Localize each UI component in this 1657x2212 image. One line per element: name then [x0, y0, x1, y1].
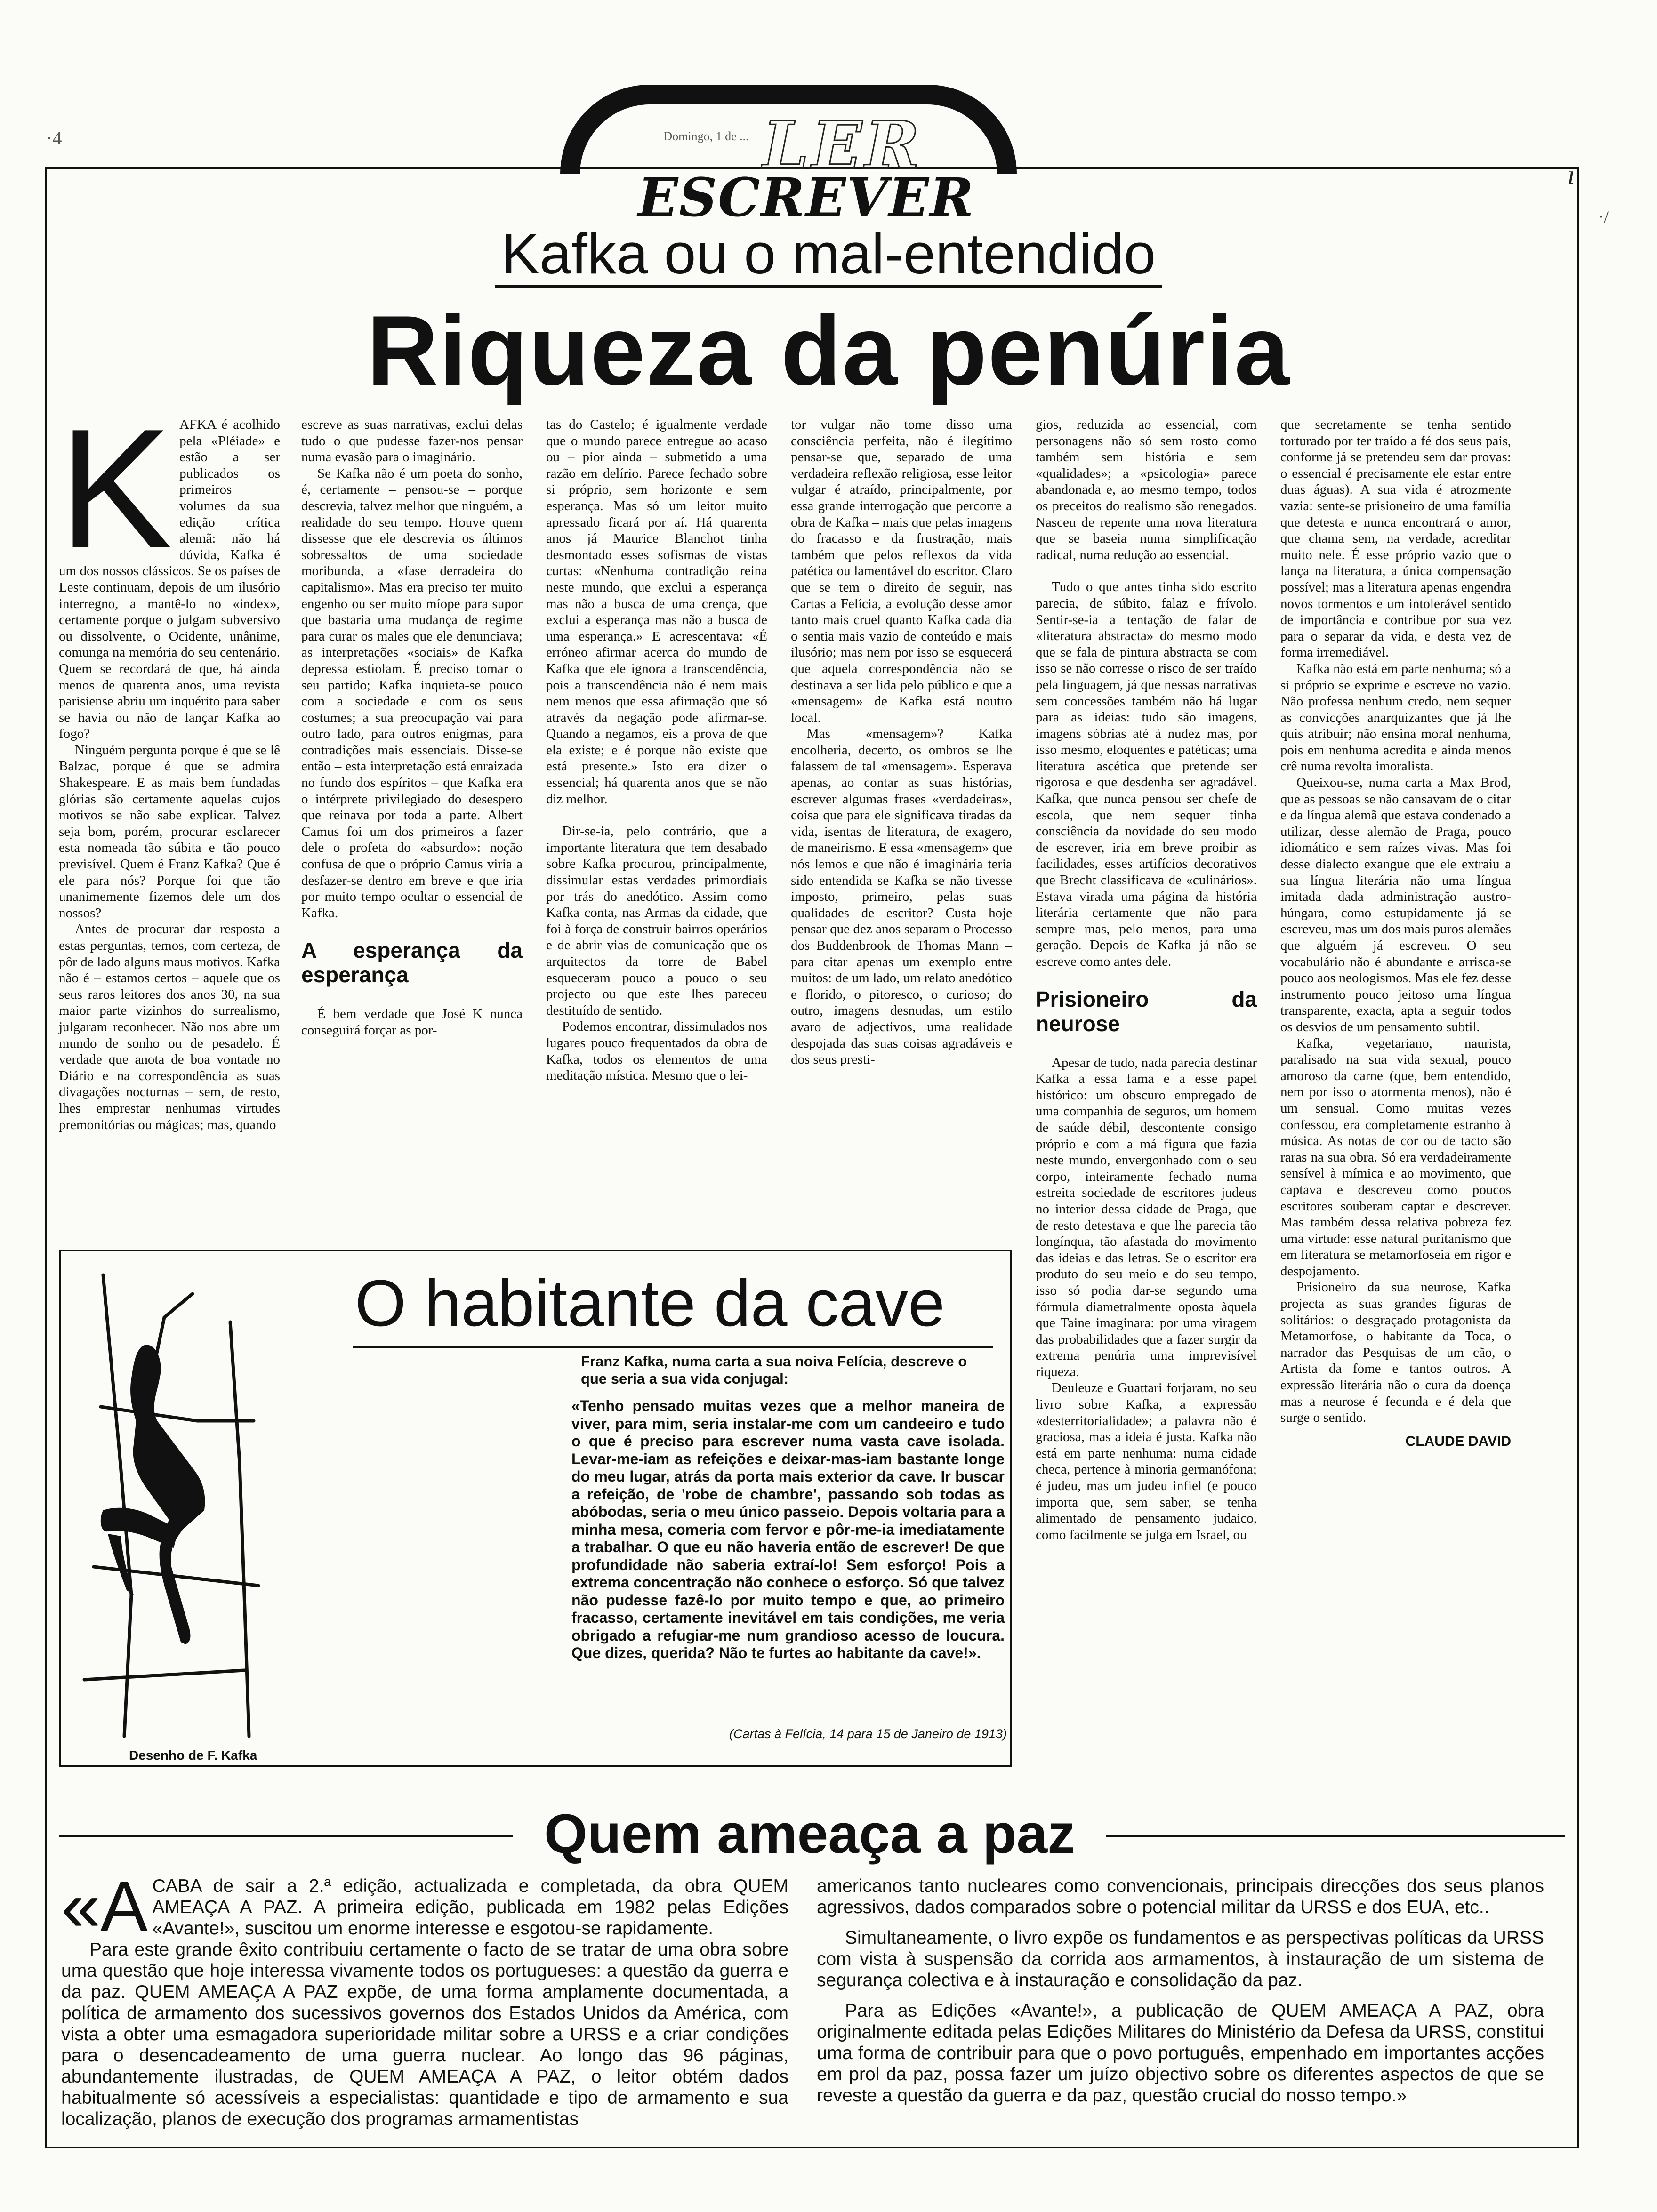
paragraph — [61, 1867, 788, 1946]
paragraph: É bem verdade que José K nunca conseguirá forçar as por- — [301, 1006, 523, 1038]
heading-rule-right — [1106, 1835, 1565, 1837]
paragraph: escreve as suas narrativas, exclui delas tudo o que pudesse fazer-nos pensar numa evasão para o imaginário. — [301, 417, 523, 465]
article-kicker — [0, 222, 1657, 288]
dropcap — [61, 1867, 148, 1946]
quote-mark: « — [61, 1867, 101, 1946]
article-headline: Riqueza da penúria — [367, 295, 1290, 406]
paragraph: tas do Castelo; é igualmente verdade que o mundo parece entregue ao acaso ou – pior ainda – submetido a uma razão em delírio. Parece fechado sobre si próprio, sem horizonte e sem esperança. Mas só um leitor muito apressado ficará por aí. Há quarenta anos já Maurice Blanchot tinha desmontado esses sofismas de vistas curtas: «Nenhuma contradição reina neste mundo, que exclui a esperança mas não a busca de uma crença, que exclui a esperança mas não a busca de uma esperança.» E acrescentava: «É erróneo afirmar acerca do mundo de Kafka que ele ignora a transcendência, pois a transcendência não é nem mais nem menos que essa afirmação que só através da negação pode afirmar-se. Quando a negamos, eis a prova de que ela existe; e é porque não existe que está presente.» Isto era dizer o essencial; há quarenta anos que se não diz melhor. — [546, 417, 767, 807]
paragraph: Antes de procurar dar resposta a estas perguntas, temos, com certeza, de pôr de lado alguns maus motivos. Kafka não é – estamos certos – aquele que os seus raros leitores dos anos 30, na sua maior parte vizinhos do surrealismo, julgaram reconhecer. Não nos abre um mundo de sonho ou de pesadelo. É verdade que anota de boa vontade no Diário e na correspondência as suas divagações nocturnas – sem, de resto, lhes emprestar nenhumas virtudes premonitórias ou mágicas; mas, quando — [59, 922, 280, 1132]
paragraph: Ninguém pergunta porque é que se lê Balzac, porque é que se admira Shakespeare. E as mais bem fundadas glórias são certamente aquelas cujos motivos se não sabe explicar. Talvez seja bom, porém, procurar esclarecer esta nomeada tão súbita e tão pouco previsível. Quem é Franz Kafka? Que é ele para nós? Porque foi que tão unanimemente fizemos dele um dos nossos? — [59, 742, 280, 921]
paragraph: Deuleuze e Guattari forjaram, no seu livro sobre Kafka, a expressão «desterritorialidade»; a palavra não é graciosa, mas a ideia é justa. Kafka não está em parte nenhuma: numa cidade checa, pertence à minoria germanófona; é judeu, mas um judeu infiel (e pouco importa que, sem saber, se tenha alimentado de pensamento judaico, como facilmente se julga em Israel, ou — [1036, 1380, 1257, 1542]
paragraph: Se Kafka não é um poeta do sonho, é, certamente – pensou-se – porque descrevia, talvez melhor que ninguém, a realidade do seu tempo. Houve quem dissesse que ele descrevia os últimos sobressaltos de uma sociedade moribunda, a «fase derradeira do capitalismo». Mas era preciso ter muito engenho ou ser muito míope para supor que bastaria uma mudança de regime para curar os males que ele denunciava; as interpretações «sociais» de Kafka depressa estiolam. É preciso tomar o seu partido; Kafka inquieta-se pouco com a sociedade e com os seus costumes; a sua preocupação vai para outro lado, para outros enigmas, para contradições mais essenciais. Disse-se então – esta interpretação está enraizada no fundo dos espíritos – que Kafka era o intérprete privilegiado do desespero que reinava por toda a parte. Albert Camus foi um dos primeiros a fazer dele o profeta do «absurdo»: noção confusa de que o próprio Camus viria a desfazer-se dentro em breve e que iria por muito tempo ocultar o essencial de Kafka. — [301, 465, 523, 921]
article2-column-1 — [61, 1867, 788, 2130]
box-source: (Cartas à Felícia, 14 para 15 de Janeiro de 1913) — [729, 1727, 1007, 1741]
article2-title: Quem ameaça a paz — [544, 1803, 1076, 1865]
paragraph-text: CABA de sair a 2.ª edição, actualizada e completada, da obra QUEM AMEAÇA A PAZ. A primeira edição, publicada em 1982 pelas Edições «Avante!», suscitou um enorme interesse e esgotou-se rapidamente. — [152, 1876, 788, 1939]
article-column-6 — [1280, 417, 1511, 1450]
paragraph: Para as Edições «Avante!», a publicação de QUEM AMEAÇA A PAZ, obra originalmente editada pelas Edições Militares do Ministério da Defesa da URSS, constitui uma forma de contribuir para que o povo português, empenhado em importantes acções em prol da paz, possa fazer um juízo objectivo sobre os diferentes aspectos de que se reveste a questão da guerra e da paz, questão crucial do nosso tempo.» — [817, 2001, 1544, 2106]
masthead-date: Domingo, 1 de ... — [663, 129, 749, 143]
paragraph: gios, reduzida ao essencial, com personagens não só sem rosto como também sem história e sem «qualidades»; a «psicologia» parece abandonada e, ao mesmo tempo, todos os preceitos do realismo são renegados. Nasceu de repente uma nova literatura que se baseia numa simplificação radical, numa redução ao essencial. — [1036, 417, 1257, 562]
paragraph: tor vulgar não tome disso uma consciência perfeita, não é ilegítimo pensar-se que, separado de uma verdadeira reflexão religiosa, esse leitor vulgar é atraído, principalmente, por essa grande interrogação que percorre a obra de Kafka – mais que pelas imagens do fracasso e da frustração, mais também que pelos reflexos da vida patética ou lamentável do escritor. Claro que se tem o direito de seguir, nas Cartas a Felícia, a evolução desse amor tanto mais cruel quanto Kafka cada dia o sentia mais vazio de conteúdo e mais ilusório; mas nem por isso se esquecerá que aquela correspondência não se destinava a ser lida pelo público e que a «mensagem» de Kafka está noutro local. — [791, 417, 1012, 725]
box-intro: Franz Kafka, numa carta a sua noiva Felícia, descreve o que seria a sua vida conjugal: — [581, 1353, 967, 1387]
paragraph: Queixou-se, numa carta a Max Brod, que as pessoas se não cansavam de o citar e da língua alemã que estava condenado a utilizar, desse alemão de Praga, pouco idiomático e sem raízes vivas. Mas foi desse dialecto exangue que ele extraiu a sua língua literária não uma língua imitada dada administração austro-húngara, como estupidamente já se escreveu, mas um dos mais puros alemães que alguém já escreveu. O seu vocabulário não é abundante e arrisca-se pouco aos neologismos. Mas ele fez desse instrumento pouco jeitoso uma língua transparente, exacta, apta a seguir todos os desvios de um pensamento subtil. — [1280, 775, 1511, 1034]
edge-mark-right2: ·/ — [1598, 208, 1609, 226]
subheading-neurose: Prisioneiro da neurose — [1036, 986, 1257, 1036]
masthead-ler: LER — [763, 107, 923, 184]
edge-mark-left: ·4 — [46, 128, 62, 149]
article2-heading — [59, 1803, 1565, 1865]
paragraph: Simultaneamente, o livro expõe os fundamentos e as perspectivas políticas da URSS com vista à suspensão da corrida aos armamentos, à instauração de um sistema de segurança colectiva e à instauração e consolidação da paz. — [817, 1928, 1544, 1990]
article-column-5 — [1036, 417, 1257, 1543]
article-column-4 — [791, 417, 1012, 1068]
kafka-drawing-icon — [75, 1266, 263, 1741]
kicker-text: Kafka ou o mal-entendido — [495, 225, 1162, 288]
article-column-1 — [59, 394, 280, 1133]
subheading-esperanca: A esperança da esperança — [301, 938, 523, 987]
dropcap-letter: A — [100, 1867, 148, 1946]
paragraph: Kafka não está em parte nenhuma; só a si próprio se exprime e escreve no vazio. Não professa nenhum credo, nem sequer as convicções anarquizantes que já lhe quis atribuir; não ensina moral nenhuma, pois em nenhuma acredita e ainda menos crê numa revolta imoralista. — [1280, 661, 1511, 774]
article-column-2 — [301, 417, 523, 1039]
paragraph: americanos tanto nucleares como convencionais, principais direcções dos seus planos agressivos, dados comparados sobre o potencial militar da URSS e dos EUA, etc.. — [817, 1876, 1544, 1917]
paragraph: Tudo o que antes tinha sido escrito parecia, de súbito, falaz e frívolo. Sentir-se-ia a tentação de falar de «literatura abstracta» do mesmo modo que se fala de pintura abstracta se com isso se não corresse o risco de ser traído pela linguagem, já que nessas narrativas sem concessões também não há lugar para as ideias: tudo são imagens, imagens sóbrias até à nudez mas, por isso mesmo, eloquentes e patéticas; uma literatura ascética que pretende ser rigorosa e que desdenha ser agradável. Kafka, que nunca pensou ser chefe de escola, que nem sequer tinha consciência da novidade do seu modo de escrever, iria em breve proibir as facilidades, esses artifícios decorativos que Brecht classificava de «culinários». Estava virada uma página da história literária certamente que não para sempre mas, pelo menos, para uma geração. Depois de Kafka já não se escreve como antes dele. — [1036, 579, 1257, 969]
article2-column-2 — [817, 1875, 1544, 2106]
section-masthead — [560, 85, 1017, 231]
box-title: O habitante da cave — [355, 1266, 945, 1340]
article-column-3 — [546, 417, 767, 1084]
paragraph: KAFKA é acolhido pela «Pléiade» e estão a ser publicados os primeiros volumes da sua edição crítica alemã: não há dúvida, Kafka é um dos nossos clássicos. Se os países de Leste continuam, depois de um ilusório interregno, a mantê-lo no «index», certamente porque o julgam subversivo ou dissolvente, o Ocidente, unânime, comunga na memória do seu centenário. Quem se recordará de que, há ainda menos de quarenta anos, uma revista parisiense abriu um inquérito para saber se havia ou não de lançar Kafka ao fogo? — [59, 394, 280, 742]
paragraph: Apesar de tudo, nada parecia destinar Kafka a essa fama e a esse papel histórico: um obscuro empregado de uma companhia de seguros, um homem de saúde débil, descontente consigo próprio e com a má figura que fazia neste mundo, envergonhado com o seu corpo, inteiramente fechado numa estreita sociedade de escritores judeus no interior dessa cidade de Praga, que de resto detestava e que lhe parecia tão longínqua, tão afastada do movimento das ideias e das letras. Se o escritor era produto do seu meio e do seu tempo, isso só podia dar-se segundo uma fórmula diametralmente oposta àquela que Taine imaginara: por uma viragem das probabilidades que a fazer surgir da extrema penúria uma imprevisível riqueza. — [1036, 1055, 1257, 1379]
masthead-escrever: ESCREVER — [638, 167, 975, 229]
paragraph: Dir-se-ia, pelo contrário, que a importante literatura que tem desabado sobre Kafka procurou, principalmente, dissimular estas verdades primordiais por trás do anedótico. Assim como Kafka conta, nas Armas da cidade, que foi à força de construir bairros operários e de abrir vias de comunicação que os arquitectos da torre de Babel esqueceram pouco a pouco o seu projecto ou que este lhes pareceu destituído de sentido. — [546, 824, 767, 1018]
box-title-rule — [353, 1346, 993, 1348]
paragraph: Podemos encontrar, dissimulados nos lugares pouco frequentados da obra de Kafka, todos os elementos de uma meditação mística. Mesmo que o lei- — [546, 1019, 767, 1083]
edge-mark-right: ı — [1568, 160, 1575, 190]
paragraph: Kafka, vegetariano, naurista, paralisado na sua vida sexual, pouco amoroso da carne (que, bem entendido, nem por isso o atormenta menos), não é um sensual. Como muitas vezes confessou, era completamente estranho à música. As notas de cor ou de tacto são raras na sua obra. Só era verdadeiramente sensível à mímica e ao movimento, que captava e descreveu como poucos escritores souberam captar e descrever. Mas também dessa relativa pobreza fez uma virtude: esse natural puritanismo que em literatura se metamorfoseia em rigor e despojamento. — [1280, 1035, 1511, 1279]
author-byline: CLAUDE DAVID — [1405, 1433, 1511, 1449]
heading-rule-left — [59, 1835, 513, 1837]
paragraph: Mas «mensagem»? Kafka encolheria, decerto, os ombros se lhe falassem de tal «mensagem». Esperava apenas, ao contar as suas histórias, escrever algumas frases «verdadeiras», coisa que para ele significava tiradas da vida, isentas de literatura, de exagero, de maneirismo. E essa «mensagem» que nós lemos e que não é imaginária teria sido entendida se Kafka se não tivesse imposto, primeiro, pelas suas qualidades de escritor? Custa hoje pensar que dez anos separam o Processo dos Buddenbrook de Thomas Mann – para citar apenas um exemplo entre muitos: de um lado, um relato anedótico e florido, o pitoresco, o curioso; do outro, imagens desnudas, um estilo avaro de adjectivos, uma realidade despojada das suas coisas agradáveis e dos seus presti- — [791, 726, 1012, 1067]
drawing-caption: Desenho de F. Kafka — [129, 1748, 257, 1763]
paragraph: Para este grande êxito contribuiu certamente o facto de se tratar de uma obra sobre uma questão que hoje interessa vivamente todos os portugueses: a questão da guerra e da paz. QUEM AMEAÇA A PAZ expõe, de uma forma amplamente documentada, a política de armamento dos sucessivos governos dos Estados Unidos da América, com vista a obter uma esmagadora superioridade militar sobre a URSS e a criar condições para o desencadeamento de uma guerra nuclear. Ao longo das 96 páginas, abundantemente ilustradas, de QUEM AMEAÇA A PAZ, o leitor obtém dados habitualmente só acessíveis a especialistas: quantidade e tipo de armamento e sua localização, planos de execução dos programas armamentistas — [61, 1940, 788, 2129]
paragraph: Prisioneiro da sua neurose, Kafka projecta as suas grandes figuras de solitários: o desgraçado protagonista da Metamorfose, o habitante da Toca, o narrador das Pesquisas de um cão, o Artista da fome e tantos outros. A expressão literária não o cura da doença mas a neurose é fecunda e é dela que surge o sentido. — [1280, 1280, 1511, 1426]
paragraph: que secretamente se tenha sentido torturado por ter traído a fé dos seus pais, conforme já se pretendeu sem dar provas: o essencial é precisamente ele estar entre duas águas). A sua vida é atrozmente vazia: sente-se prisioneiro de uma família que detesta e nunca encontrará o amor, que chama sem, na verdade, acreditar muito nele. É esse próprio vazio que o lança na literatura, a única compensação possível; mas a literatura apenas engendra novos tormentos e um intolerável sentido de importância e contribue por sua vez para o separar da vida, e desta vez de forma irremediável. — [1280, 417, 1511, 660]
box-habitante-da-cave — [59, 1250, 1012, 1767]
box-quote: «Tenho pensado muitas vezes que a melhor maneira de viver, para mim, seria instalar-me com um candeeiro e tudo o que é preciso para escrever numa vasta cave isolada. Levar-me-iam as refeições e deixar-mas-iam bastante longe do meu lugar, atrás da porta mais exterior da cave. Ir buscar a refeição, de 'robe de chambre', passando sob todas as abóbodas, seria o meu único passeio. Depois voltaria para a minha mesa, comeria com fervor e pôr-me-ia imediatamente a trabalhar. O que eu não haveria então de escrever! De que profundidade não saberia extraí-lo! Sem esforço! Pois a extrema concentração não conhece o esforço. Só que talvez não pudesse fazê-lo por muito tempo e que, ao primeiro fracasso, certamente inevitável em tais condições, me veria obrigado a refugiar-me num grandioso acesso de loucura. Que dizes, querida? Não te furtes ao habitante da cave!». — [571, 1397, 1005, 1661]
